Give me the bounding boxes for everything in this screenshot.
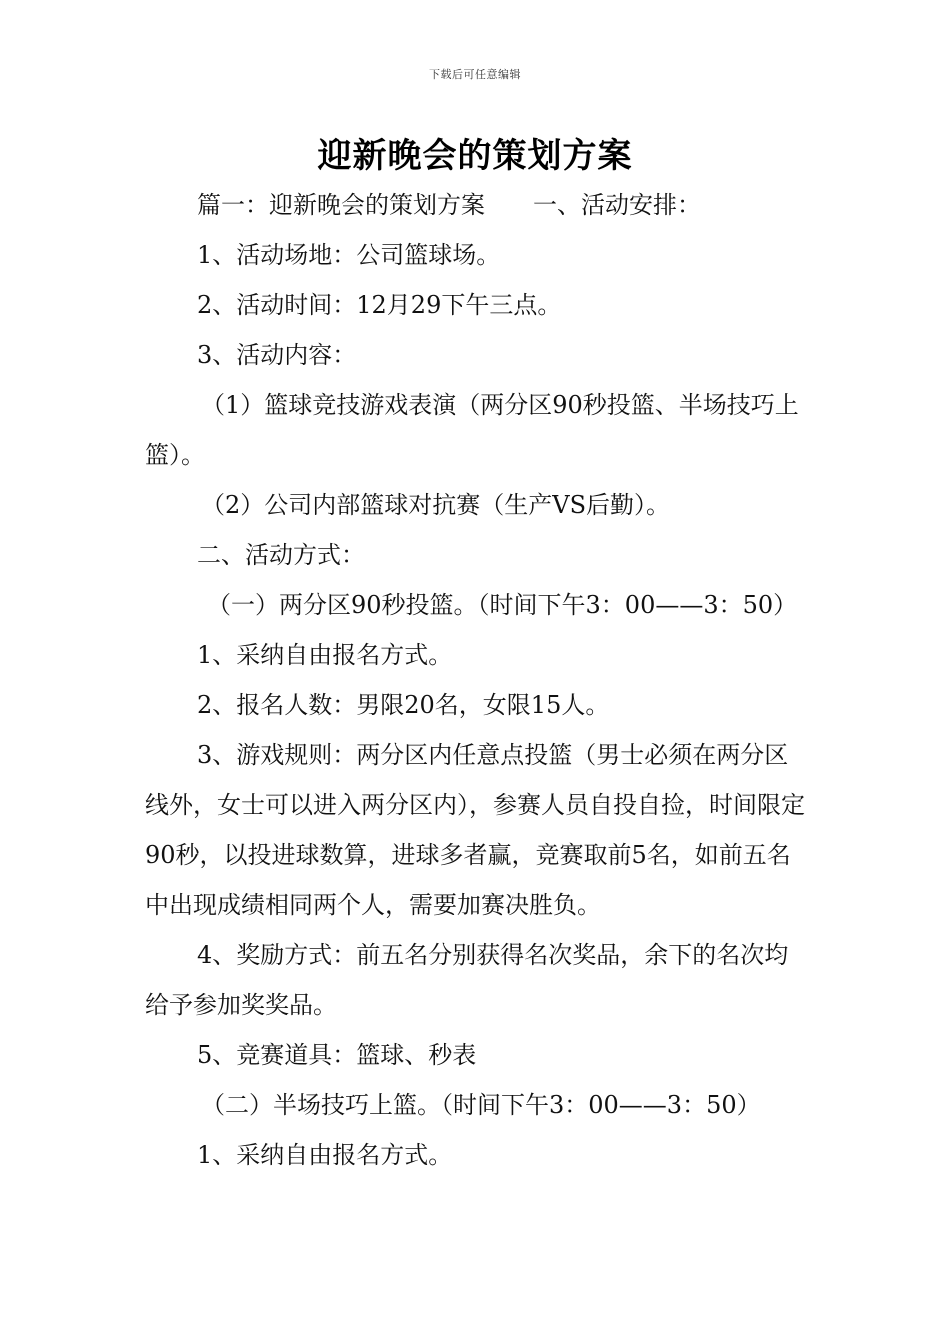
- paragraph-intro: 篇一：迎新晚会的策划方案 一、活动安排：: [197, 191, 701, 219]
- paragraph-registration: 1、采纳自由报名方式。: [197, 641, 453, 669]
- paragraph-content-2: （2）公司内部篮球对抗赛（生产VS后勤）。: [201, 491, 671, 519]
- paragraph-content: 3、活动内容：: [197, 341, 357, 369]
- paragraph-props: 5、竞赛道具：篮球、秒表: [197, 1041, 477, 1069]
- header-note: 下载后可任意编辑: [429, 68, 521, 81]
- paragraph-section-2: （二）半场技巧上篮。（时间下午3：00——3：50）: [201, 1091, 761, 1119]
- paragraph-rewards: 4、奖励方式：前五名分别获得名次奖品，余下的名次均给予参加奖奖品。: [145, 941, 789, 1019]
- document-body: [145, 180, 810, 1180]
- paragraph-registration-2: 1、采纳自由报名方式。: [197, 1141, 453, 1169]
- paragraph-headcount: 2、报名人数：男限20名，女限15人。: [197, 691, 610, 719]
- document-title: 迎新晚会的策划方案: [317, 136, 633, 176]
- paragraph-content-1: （1）篮球竞技游戏表演（两分区90秒投篮、半场技巧上篮）。: [145, 391, 799, 469]
- paragraph-venue: 1、活动场地：公司篮球场。: [197, 241, 501, 269]
- paragraph-section-1: （一）两分区90秒投篮。（时间下午3：00——3：50）: [207, 591, 798, 619]
- paragraph-time: 2、活动时间：12月29下午三点。: [197, 291, 562, 319]
- paragraph-rules: 3、游戏规则：两分区内任意点投篮（男士必须在两分区线外，女士可以进入两分区内），参赛人员自投自捡，时间限定90秒，以投进球数算，进球多者赢，竞赛取前5名，如前五名中出现成绩相同两个人，需要加赛决胜负。: [145, 741, 805, 919]
- paragraph-method: 二、活动方式：: [197, 541, 365, 569]
